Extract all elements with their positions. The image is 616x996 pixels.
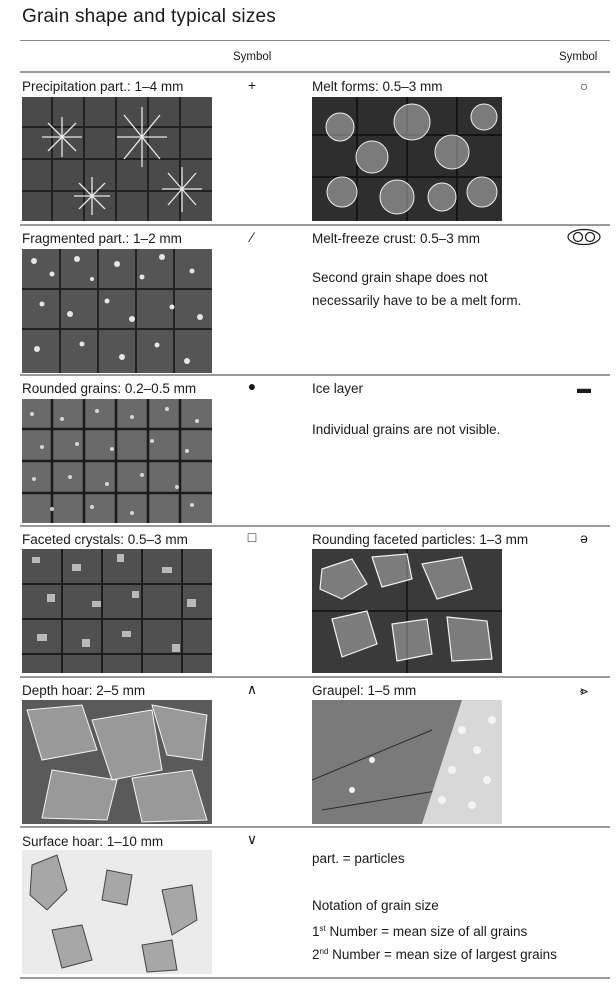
grain-caption-melt-freeze: Melt-freeze crust: 0.5–3 mm [312,231,481,246]
legend-second-text: Number = mean size of largest grains [328,947,557,962]
circle-icon: ○ [579,78,589,94]
photo-graphic [22,97,212,221]
photo-depth-hoar [22,700,212,824]
grain-caption-depth-hoar: Depth hoar: 2–5 mm [22,683,146,698]
row-divider [20,977,610,979]
caret-down-icon: ∨ [246,831,258,847]
photo-graphic [22,850,212,974]
photo-graupel [312,700,502,824]
caret-up-icon: ∧ [246,681,258,697]
legend-notation-title: Notation of grain size [312,898,439,913]
row-divider [20,224,610,226]
grain-caption-rounding-faceted: Rounding faceted particles: 1–3 mm [312,532,529,547]
grain-caption-rounded: Rounded grains: 0.2–0.5 mm [22,381,197,396]
legend-second-num: 2 [312,947,320,962]
symbol-header-left: Symbol [233,51,272,63]
photo-faceted [22,549,212,673]
photo-graphic [22,549,212,673]
photo-rounded [22,399,212,523]
photo-surface-hoar [22,850,212,974]
photo-rounding-faceted [312,549,502,673]
plus-icon: + [247,77,257,93]
grain-caption-faceted: Faceted crystals: 0.5–3 mm [22,532,188,547]
row-divider [20,826,610,828]
grain-caption-melt: Melt forms: 0.5–3 mm [312,79,443,94]
photo-graphic [22,700,212,824]
rounded-square-icon: ə [580,530,588,546]
row-divider [20,71,610,73]
ice-layer-note: Individual grains are not visible. [312,422,501,437]
photo-graphic [312,97,502,221]
grain-caption-ice-layer: Ice layer [312,381,364,396]
double-circle-icon [566,228,602,249]
row-divider [20,676,610,678]
melt-freeze-note: Second grain shape does not necessarily have to be a melt form. [312,270,522,308]
legend-second-number [312,940,557,966]
photo-graphic [22,399,212,523]
grain-caption-graupel: Graupel: 1–5 mm [312,683,417,698]
row-divider [20,374,610,376]
page-title: Grain shape and typical sizes [22,6,276,27]
symbol-header-right: Symbol [559,51,598,63]
photo-graphic [312,549,502,673]
legend-first-sup: st [319,924,326,933]
legend-first-num: 1 [312,924,320,939]
grain-caption-precipitation: Precipitation part.: 1–4 mm [22,79,184,94]
bar-icon: ▬ [577,380,591,396]
header-rule [20,40,610,41]
photo-graphic [312,700,502,824]
slash-icon: ∕ [250,229,254,245]
graupel-icon: ⩺ [580,682,588,698]
photo-melt [312,97,502,221]
photo-graphic [22,249,212,373]
legend-second-sup: nd [319,947,329,956]
double-circle-graphic [566,228,602,246]
photo-precipitation [22,97,212,221]
dot-icon: ● [247,378,257,394]
legend-first-text: Number = mean size of all grains [325,924,528,939]
photo-fragmented [22,249,212,373]
square-icon: □ [247,529,257,545]
grain-caption-fragmented: Fragmented part.: 1–2 mm [22,231,182,246]
legend-abbreviation: part. = particles [312,851,405,866]
row-divider [20,525,610,527]
grain-caption-surface-hoar: Surface hoar: 1–10 mm [22,834,164,849]
